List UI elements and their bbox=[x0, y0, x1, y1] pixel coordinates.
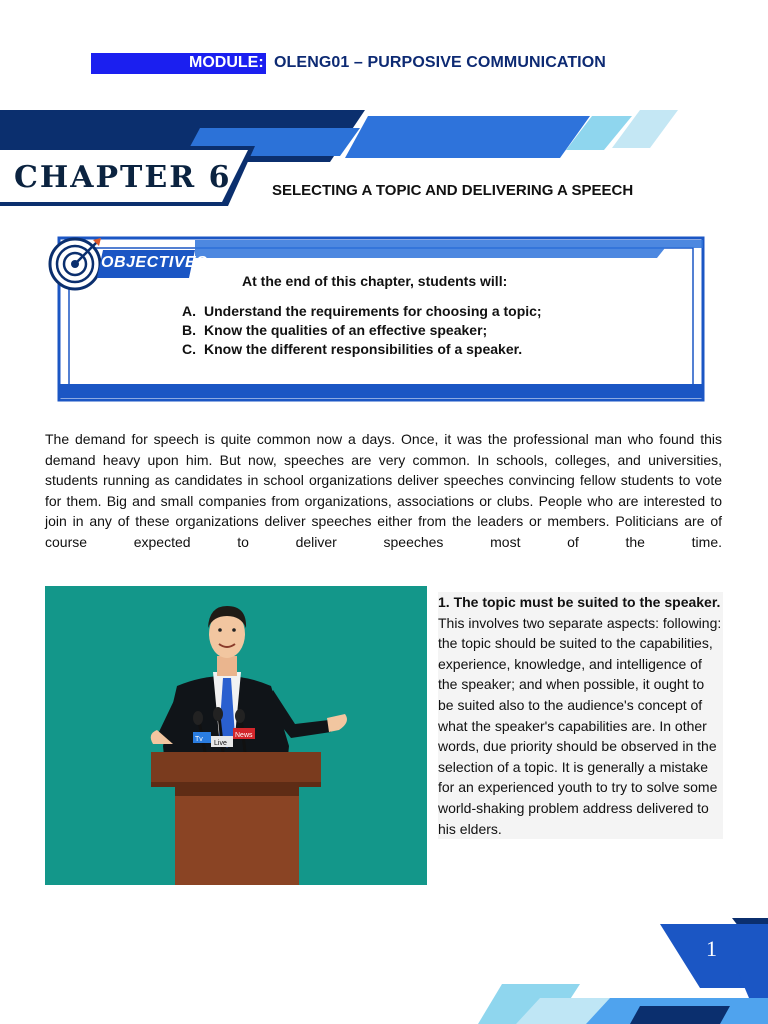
objectives-intro: At the end of this chapter, students will: bbox=[242, 273, 508, 289]
chapter-subtitle: SELECTING A TOPIC AND DELIVERING A SPEECH bbox=[272, 182, 634, 199]
intro-paragraph: The demand for speech is quite common now a days. Once, it was the professional man who found this demand heavy upon him. But now, speeches are very common. In schools, colleges, and universities, students running as candidates in school organizations deliver speeches convincing fellow students to vote for them. Big and small companies from organizations, associations or clubs. People who are interested to join in any of these organizations deliver speeches either from the leaders or members. Politicians are of course expected to deliver speeches most of the time. bbox=[45, 431, 722, 550]
mic-label-news: News bbox=[235, 732, 253, 739]
objectives-list bbox=[182, 302, 542, 359]
target-icon bbox=[50, 238, 101, 289]
topic-heading: 1. The topic must be suited to the speaker. bbox=[438, 594, 721, 610]
chapter-title: CHAPTER 6 bbox=[14, 160, 232, 195]
objective-item: C. Know the different responsibilities of a speaker. bbox=[182, 341, 523, 357]
objective-item: A. Understand the requirements for choosing a topic; bbox=[182, 303, 542, 319]
module-title: OLENG01 – PURPOSIVE COMMUNICATION bbox=[274, 54, 606, 71]
banner-mid-stripe bbox=[345, 116, 590, 158]
objective-item: B. Know the qualities of an effective speaker; bbox=[182, 322, 488, 338]
speaker-illustration bbox=[45, 586, 427, 885]
mic-label-tv: Tv bbox=[195, 736, 203, 743]
topic-section bbox=[438, 592, 723, 839]
topic-text: This involves two separate aspects: following: the topic should be suited to the capabilities, experience, knowledge, and intelligence of the speaker; and when possible, it ought to be suited also to the audience's concept of what the speaker's capabilities are. In other words, due priority should be observed in the selection of a topic. It is generally a mistake for an experienced youth to try to solve some world-shaking problem address delivered to his elders. bbox=[438, 614, 722, 837]
objectives-badge: OBJECTIVES bbox=[101, 254, 208, 271]
banner-sky-stripe-2 bbox=[612, 110, 678, 148]
mic-label-live: Live bbox=[214, 740, 227, 747]
module-label: MODULE: bbox=[189, 54, 264, 71]
footer-decoration bbox=[470, 910, 768, 1024]
speaker-at-podium-image bbox=[45, 586, 427, 885]
page-number: 1 bbox=[706, 936, 717, 961]
